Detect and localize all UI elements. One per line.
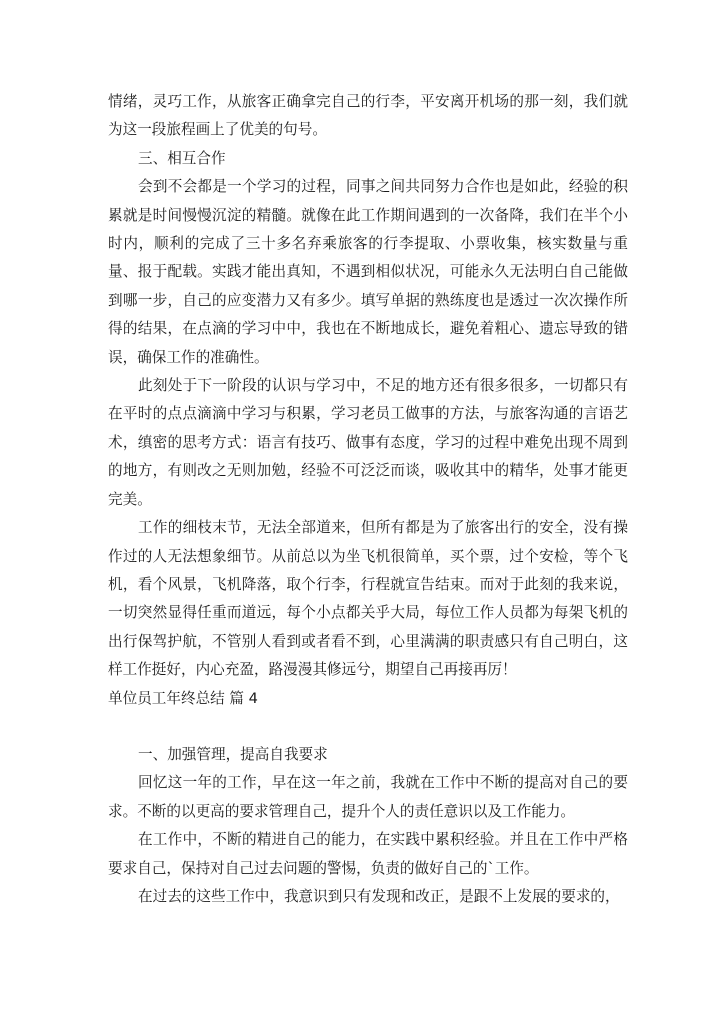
paragraph: 在过去的这些工作中，我意识到只有发现和改正，是跟不上发展的要求的， bbox=[138, 887, 620, 905]
blank-line bbox=[108, 713, 628, 741]
paragraph: 会到不会都是一个学习的过程，同事之间共同努力合作也是如此，经验的积累就是时间慢慢沉淀的精髓。就像在此工作期间遇到的一次备降，我们在半个小时内，顺利的完成了三十多名弃乘旅客的行李提取、小票收集，核实数量与重量、报于配载。实践才能出真知，不遇到相似状况，可能永久无法明白自己能做到哪一步，自己的应变潜力又有多少。填写单据的熟练度也是透过一次次操作所得的结果，在点滴的学习中中，我也在不断地成长，避免着粗心、遗忘导致的错误，确保工作的准确性。 bbox=[108, 178, 628, 366]
paragraph: 回忆这一年的工作，早在这一年之前，我就在工作中不断的提高对自己的要求。不断的以更高的要求管理自己，提升个人的责任意识以及工作能力。 bbox=[108, 774, 628, 820]
document-body bbox=[108, 88, 628, 911]
document-title: 单位员工年终总结 篇 4 bbox=[108, 689, 258, 707]
paragraph: 在工作中，不断的精进自己的能力，在实践中累积经验。并且在工作中严格要求自己，保持对自己过去问题的警惕，负责的做好自己的`工作。 bbox=[108, 831, 628, 877]
section-heading: 三、相互合作 bbox=[138, 149, 226, 167]
paragraph: 此刻处于下一阶段的认识与学习中，不足的地方还有很多很多，一切都只有在平时的点点滴滴中学习与积累，学习老员工做事的方法，与旅客沟通的言语艺术，缜密的思考方式：语言有技巧、做事有态度，学习的过程中难免出现不周到的地方，有则改之无则加勉，经验不可泛泛而谈，吸收其中的精华，处事才能更完美。 bbox=[108, 377, 628, 508]
paragraph: 情绪，灵巧工作，从旅客正确拿完自己的行李，平安离开机场的那一刻，我们就为这一段旅程画上了优美的句号。 bbox=[108, 93, 628, 139]
section-heading: 一、加强管理，提高自我要求 bbox=[138, 745, 328, 763]
paragraph: 工作的细枝末节，无法全部道来，但所有都是为了旅客出行的安全，没有操作过的人无法想象细节。从前总以为坐飞机很简单，买个票，过个安检，等个飞机，看个风景，飞机降落，取个行李，行程就宣告结束。而对于此刻的我来说，一切突然显得任重而道远，每个小点都关乎大局，每位工作人员都为每架飞机的出行保驾护航，不管别人看到或者看不到，心里满满的职责感只有自己明白，这样工作挺好，内心充盈，路漫漫其修远兮，期望自己再接再厉！ bbox=[108, 519, 628, 679]
